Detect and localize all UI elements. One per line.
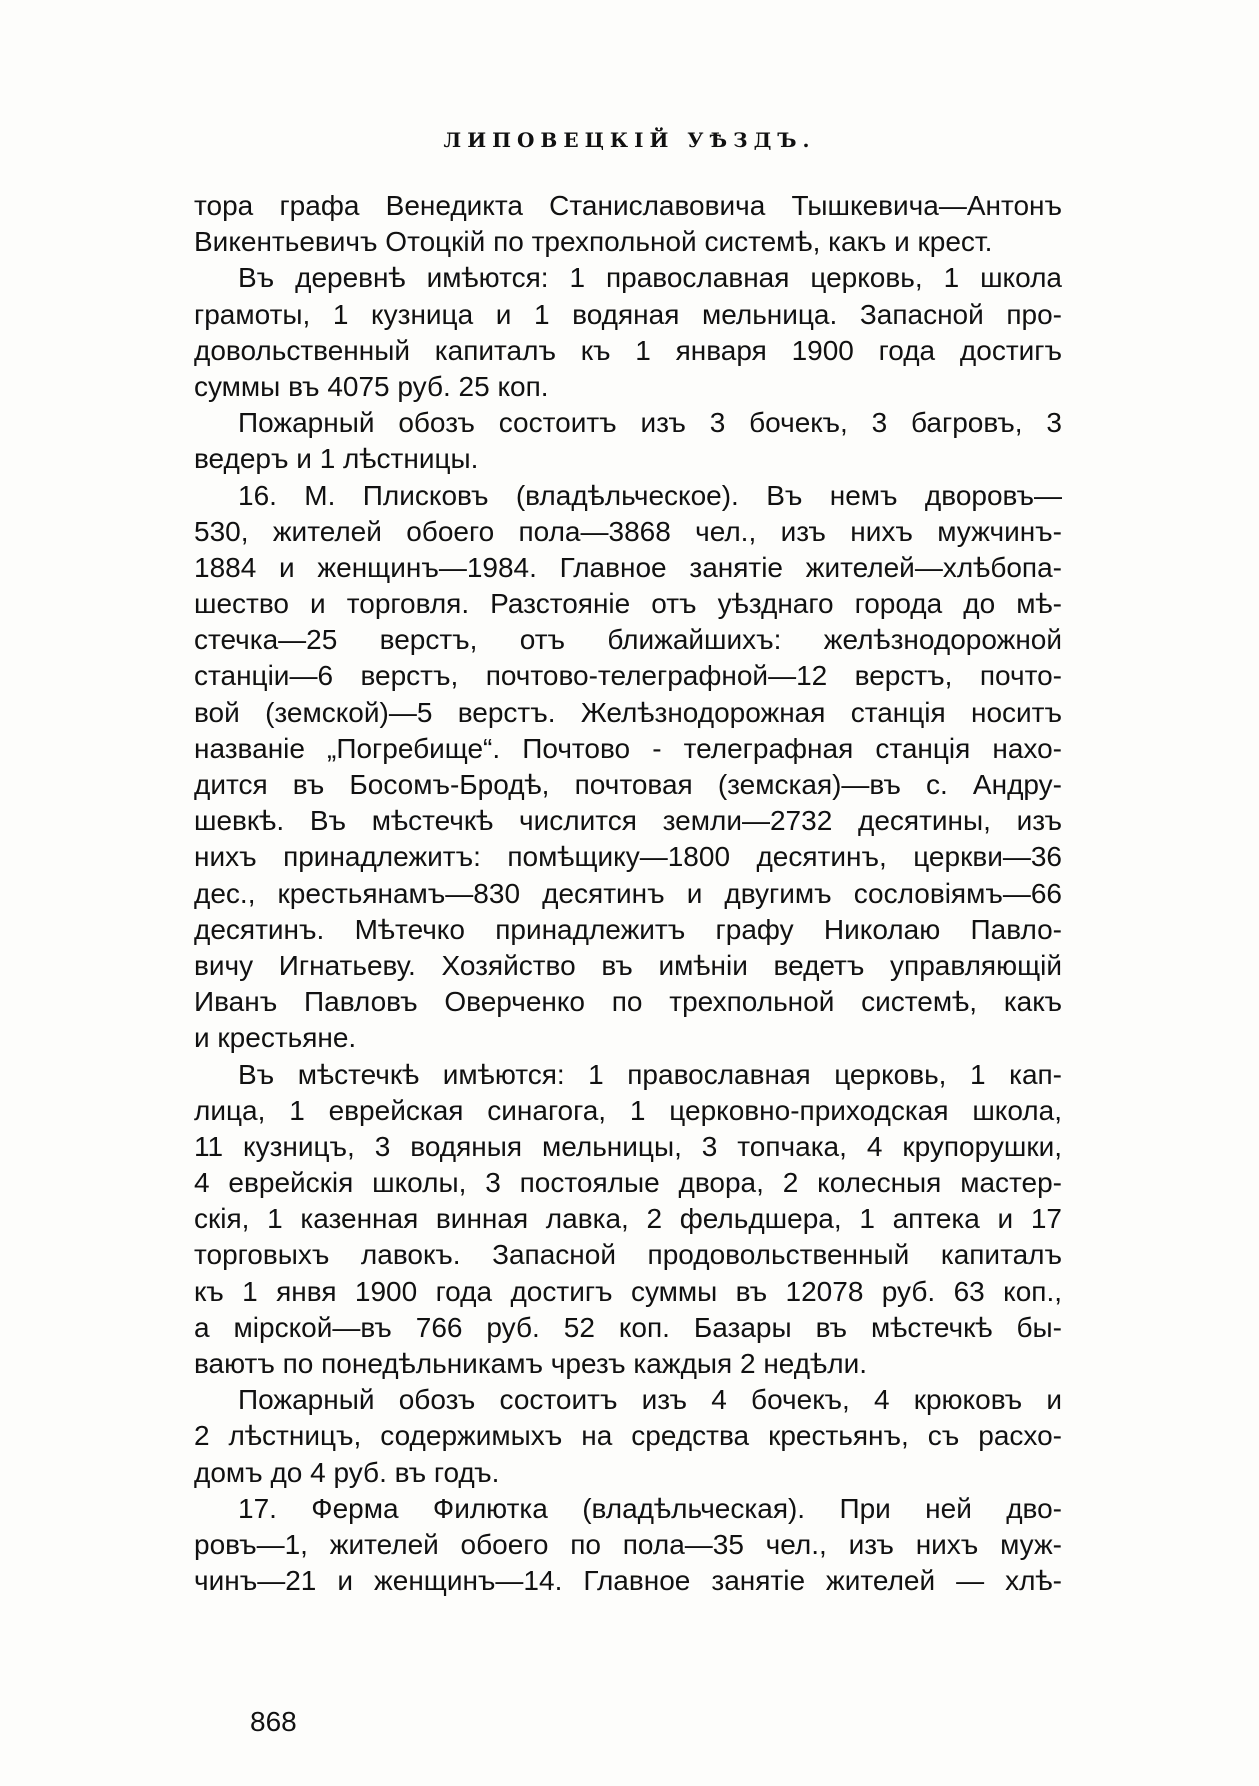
text-line: домъ до 4 руб. въ годъ.: [194, 1456, 500, 1488]
text-line: тора графа Венедикта Станиславовича Тышкевича—Антонъ: [194, 190, 1062, 221]
text-line: нихъ принадлежитъ: помѣщику—1800 десятинъ, церкви—36: [194, 841, 1062, 873]
text-line: ровъ—1, жителей обоего по пола—35 чел., изъ нихъ муж-: [194, 1528, 1062, 1560]
text-line: стечка—25 верстъ, отъ ближайшихъ: желѣзнодорожной: [194, 624, 1062, 656]
text-line: Пожарный обозъ состоитъ изъ 4 бочекъ, 4 крюковъ и: [238, 1384, 1062, 1416]
text-line: шество и торговля. Разстояніе отъ уѣзднаго города до мѣ-: [194, 588, 1062, 620]
text-line: 11 кузницъ, 3 водяныя мельницы, 3 топчака, 4 крупорушки,: [194, 1130, 1062, 1162]
text-line: шевкѣ. Въ мѣстечкѣ числится земли—2732 десятины, изъ: [194, 805, 1062, 837]
body-text: [194, 188, 1062, 1599]
text-line: Въ деревнѣ имѣются: 1 православная церковь, 1 школа: [238, 262, 1062, 294]
text-line: ведеръ и 1 лѣстницы.: [194, 443, 479, 475]
text-line: лица, 1 еврейская синагога, 1 церковно-приходская школа,: [194, 1094, 1062, 1126]
text-line: дес., крестьянамъ—830 десятинъ и двугимъ сословіямъ—66: [194, 877, 1062, 909]
text-line: 2 лѣстницъ, содержимыхъ на средства крестьянъ, съ расхо-: [194, 1420, 1062, 1452]
text-line: Викентьевичъ Отоцкій по трехпольной системѣ, какъ и крест.: [194, 226, 993, 258]
text-line: вой (земской)—5 верстъ. Желѣзнодорожная станція носитъ: [194, 696, 1062, 728]
text-line: грамоты, 1 кузница и 1 водяная мельница. Запасной про-: [194, 298, 1062, 330]
text-line: 530, жителей обоего пола—3868 чел., изъ нихъ мужчинъ-: [194, 515, 1062, 547]
text-line: вичу Игнатьеву. Хозяйство въ имѣніи ведетъ управляющій: [194, 949, 1062, 981]
text-line: а мірской—въ 766 руб. 52 коп. Базары въ мѣстечкѣ бы-: [194, 1311, 1062, 1343]
text-line: ваютъ по понедѣльникамъ чрезъ каждыя 2 недѣли.: [194, 1348, 867, 1379]
running-header: ЛИПОВЕЦКІЙ УѢЗДЪ.: [443, 128, 816, 152]
text-line: къ 1 янвя 1900 года достигъ суммы въ 12078 руб. 63 коп.,: [194, 1275, 1062, 1307]
text-line: 16. М. Плисковъ (владѣльческое). Въ немъ дворовъ—: [238, 479, 1062, 511]
text-line: торговыхъ лавокъ. Запасной продовольственный капиталъ: [194, 1239, 1062, 1271]
text-line: названіе „Погребище“. Почтово - телеграфная станція нахо-: [194, 732, 1062, 764]
page-number: 868: [250, 1706, 297, 1737]
text-line: скія, 1 казенная винная лавка, 2 фельдшера, 1 аптека и 17: [194, 1203, 1062, 1235]
text-line: десятинъ. Мѣтечко принадлежитъ графу Николаю Павло-: [194, 913, 1062, 945]
text-line: 1884 и женщинъ—1984. Главное занятіе жителей—хлѣбопа-: [194, 551, 1062, 583]
text-line: станціи—6 верстъ, почтово-телеграфной—12 верстъ, почто-: [194, 660, 1062, 692]
text-line: и крестьяне.: [194, 1022, 357, 1054]
text-line: чинъ—21 и женщинъ—14. Главное занятіе жителей — хлѣ-: [194, 1565, 1062, 1597]
text-line: дится въ Босомъ-Бродѣ, почтовая (земская)—въ с. Андру-: [194, 769, 1062, 800]
text-line: 17. Ферма Филютка (владѣльческая). При ней дво-: [238, 1492, 1062, 1524]
text-line: Иванъ Павловъ Оверченко по трехпольной системѣ, какъ: [194, 986, 1062, 1018]
text-line: довольственный капиталъ къ 1 января 1900 года достигъ: [194, 334, 1062, 366]
text-line: 4 еврейскія школы, 3 постоялые двора, 2 колесныя мастер-: [194, 1167, 1062, 1199]
text-line: Въ мѣстечкѣ имѣются: 1 православная церковь, 1 кап-: [238, 1058, 1062, 1090]
text-line: суммы въ 4075 руб. 25 коп.: [194, 370, 549, 402]
text-line: Пожарный обозъ состоитъ изъ 3 бочекъ, 3 багровъ, 3: [238, 407, 1062, 439]
